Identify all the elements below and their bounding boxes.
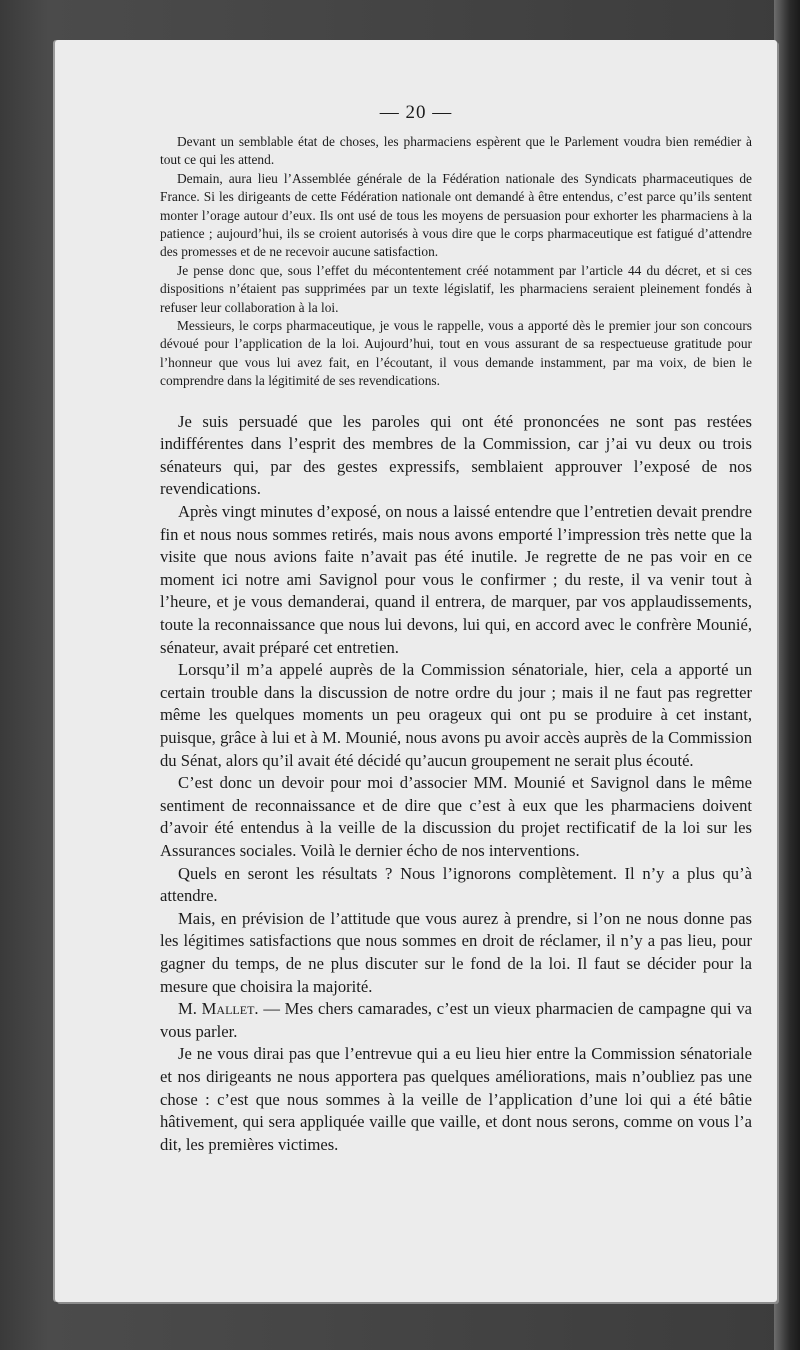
speaker-paragraph [160,998,752,1043]
document-page [55,40,777,1302]
body-paragraph: Je ne vous dirai pas que l’entrevue qui a eu lieu hier entre la Commission sénatoriale et nos dirigeants ne nous apportera pas quelques améliorations, mais n’oubliez pas une chose : c’est que nous sommes à la veille de l’application d’une loi qui a été bâtie hâtivement, qui sera appliquée vaille que vaille, et dont nous serons, comme on vous l’a dit, les premières victimes. [160,1044,752,1154]
page-number: — 20 — [379,102,453,123]
body-paragraph: Lorsqu’il m’a appelé auprès de la Commission sénatoriale, hier, cela a apporté un certain trouble dans la discussion de notre ordre du jour ; mais il ne faut pas regretter même les quelques moments un peu orageux qui ont pu se produire à cet instant, puisque, grâce à lui et à M. Mounié, nous avons pu avoir accès auprès de la Commission du Sénat, alors qu’il avait été décidé qu’aucun groupement ne serait plus écouté. [160,660,752,770]
quote-paragraph: Devant un semblable état de choses, les pharmaciens espèrent que le Parlement voudra bien remédier à tout ce qui les attend. [160,134,752,168]
body-paragraph: Je suis persuadé que les paroles qui ont été prononcées ne sont pas restées indifférentes dans l’esprit des membres de la Commission, car j’ai vu deux ou trois sénateurs qui, par des gestes expressifs, semblaient approuver l’exposé de nos revendications. [160,411,752,499]
body-paragraph: Quels en seront les résultats ? Nous l’ignorons complètement. Il n’y a plus qu’à attendre. [160,863,752,906]
page-content [160,133,752,1156]
body-paragraph: Mais, en prévision de l’attitude que vous aurez à prendre, si l’on ne nous donne pas les légitimes satisfactions que nous sommes en droit de réclamer, il n’y a pas lieu, pour gagner du temps, de ne plus discuter sur le fond de la loi. Il faut se décider pour la mesure que choisira la majorité. [160,908,752,996]
quote-paragraph: Je pense donc que, sous l’effet du mécontentement créé notamment par l’article 44 du décret, et si ces dispositions n’étaient pas supprimées par un texte législatif, les pharmaciens seraient pleinement fondés à refuser leur collaboration à la loi. [160,262,752,315]
body-paragraph: C’est donc un devoir pour moi d’associer MM. Mounié et Savignol dans le même sentiment de reconnaissance et de dire que c’est à eux que les pharmaciens doivent d’avoir été entendus à la veille de la discussion du projet rectificatif de la loi sur les Assurances sociales. Voilà le dernier écho de nos interventions. [160,773,752,860]
speaker-intro: — Mes chers camarades, c’est un vieux pharmacien de campagne qui va vous parler. [160,999,752,1041]
quote-paragraph: Demain, aura lieu l’Assemblée générale de la Fédération nationale des Syndicats pharmaceutiques de France. Si les dirigeants de cette Fédération nationale ont demandé à être entendus, c’est parce qu’ils sentent monter l’orage autour d’eux. Ils ont usé de tous les moyens de persuasion pour exhorter les pharmaciens à la patience ; aujourd’hui, ils se croient autorisés à vous dire que le corps pharmaceutique est fatigué d’attendre des promesses et de ne recevoir aucune satisfaction. [160,170,752,260]
body-paragraph: Après vingt minutes d’exposé, on nous a laissé entendre que l’entretien devait prendre fin et nous nous sommes retirés, mais nous avons emporté l’impression très nette que la visite que nous avions faite n’avait pas été inutile. Je regrette de ne pas voir en ce moment ici notre ami Savignol pour vous le confirmer ; du reste, il va venir tout à l’heure, et je vous demanderai, quand il entrera, de marquer, par vos applaudissements, toute la reconnaissance que nous lui devons, lui qui, en accord avec le confrère Mounié, sénateur, avait préparé cet entretien. [160,502,752,657]
quoted-speech [160,133,752,391]
main-text [160,411,752,1157]
speaker-name: M. Mallet. [178,999,259,1019]
book-edge [774,0,800,1350]
quote-paragraph: Messieurs, le corps pharmaceutique, je vous le rappelle, vous a apporté dès le premier jour son concours dévoué pour l’application de la loi. Aujourd’hui, tout en vous assurant de sa respectueuse gratitude pour l’honneur que vous lui avez fait, en l’écoutant, il vous demande instamment, par ma voix, de bien le comprendre dans la légitimité de ses revendications. [160,318,752,389]
